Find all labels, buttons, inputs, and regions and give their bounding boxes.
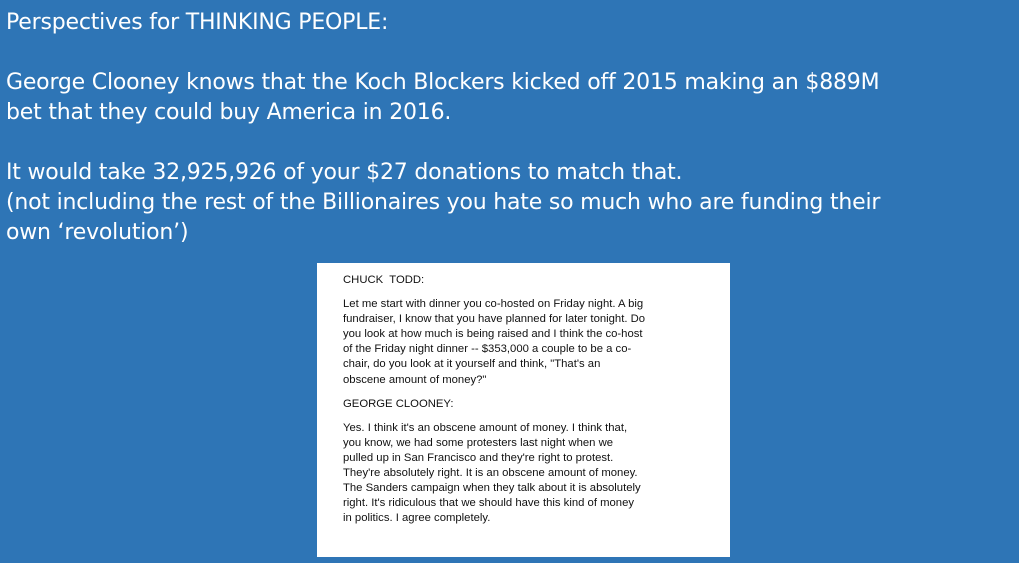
spacer: [6, 128, 1011, 158]
interview-transcript-image: [317, 263, 730, 557]
paragraph2-line: (not including the rest of the Billionaires you hate so much who are funding their: [6, 190, 881, 215]
paragraph2-line: own ‘revolution’): [6, 220, 189, 245]
paragraph2-line: It would take 32,925,926 of your $27 donations to match that.: [6, 160, 683, 185]
question-line: chair, do you look at it yourself and think, "That's an: [343, 358, 601, 371]
answer-line: Yes. I think it's an obscene amount of money. I think that,: [343, 421, 628, 434]
spacer: [6, 38, 1011, 68]
paragraph1-line: George Clooney knows that the Koch Blockers kicked off 2015 making an $889M: [6, 70, 880, 95]
paragraph1-line: bet that they could buy America in 2016.: [6, 100, 452, 125]
answer-line: right. It's ridiculous that we should have this kind of money: [343, 497, 635, 510]
slide-heading: Perspectives for THINKING PEOPLE:: [6, 10, 389, 35]
question-line: fundraiser, I know that you have planned for later tonight. Do: [343, 313, 646, 326]
answer-line: pulled up in San Francisco and they're right to protest.: [343, 451, 614, 464]
slide-text-block: [6, 8, 1011, 248]
question-line: obscene amount of money?": [343, 373, 487, 386]
question-line: Let me start with dinner you co-hosted on Friday night. A big: [343, 298, 644, 311]
question-line: of the Friday night dinner -- $353,000 a couple to be a co-: [343, 343, 632, 356]
answer-line: They're absolutely right. It is an obscene amount of money.: [343, 467, 638, 480]
speaker-label-george-clooney: GEORGE CLOONEY:: [343, 397, 454, 410]
speaker-label-chuck-todd: CHUCK TODD:: [343, 274, 425, 286]
answer-line: in politics. I agree completely.: [343, 512, 491, 525]
question-paragraph: [343, 297, 730, 388]
answer-line: you know, we had some protesters last night when we: [343, 436, 614, 449]
question-line: you look at how much is being raised and I think the co-host: [343, 328, 643, 341]
answer-line: The Sanders campaign when they talk about it is absolutely: [343, 482, 641, 495]
answer-paragraph: [343, 421, 730, 527]
